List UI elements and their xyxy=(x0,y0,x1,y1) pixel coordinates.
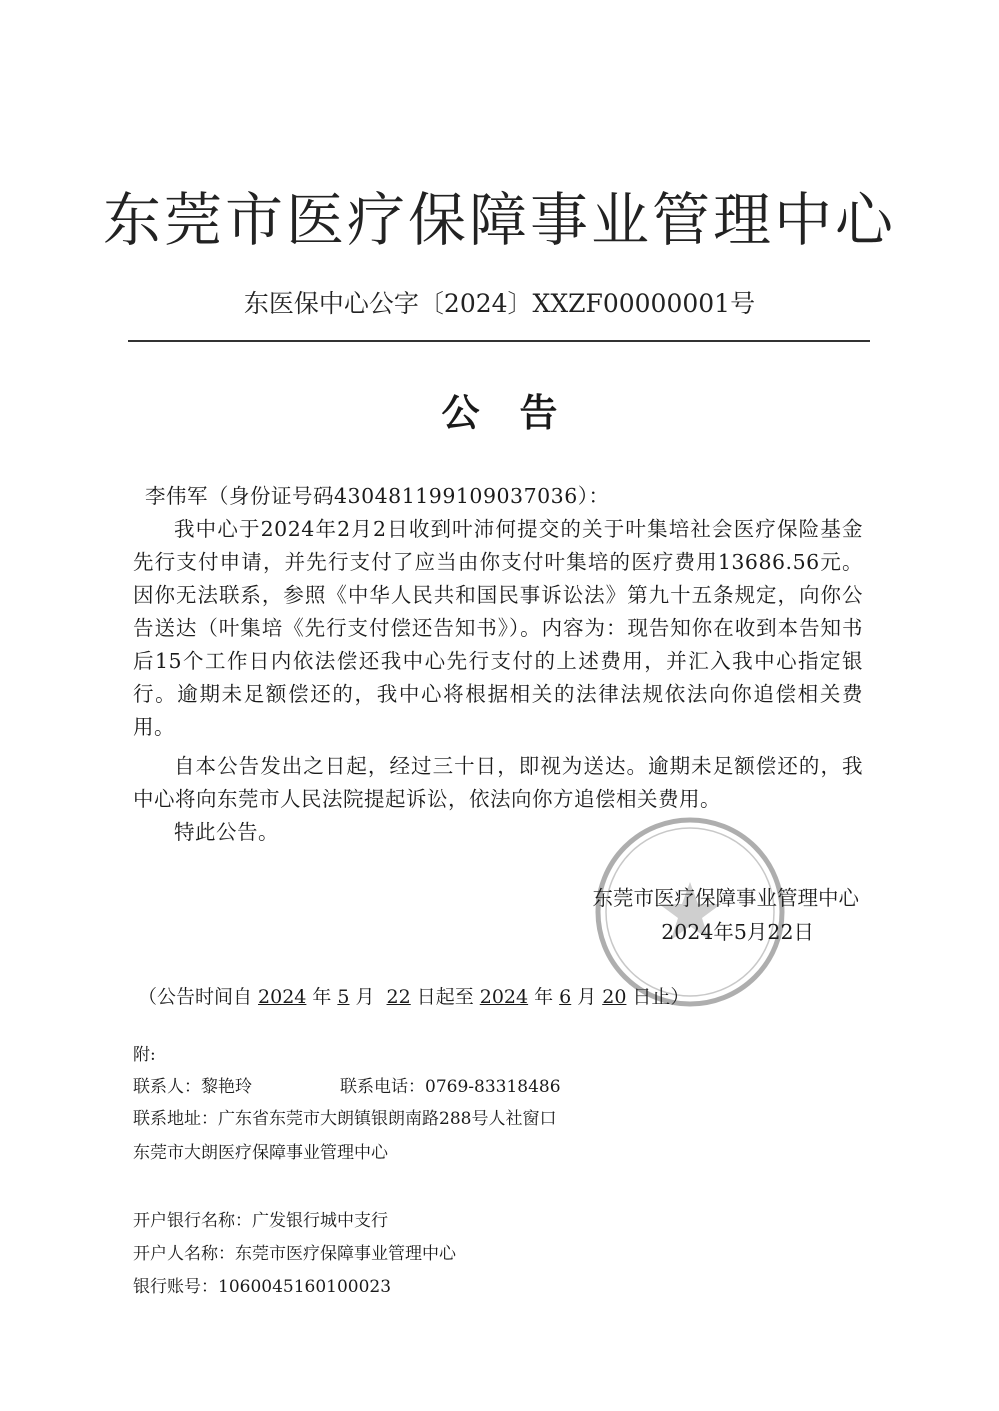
period-start-day: 22 xyxy=(386,986,411,1008)
period-year-unit-2: 年 xyxy=(534,986,554,1008)
period-start-year: 2024 xyxy=(258,986,307,1008)
document-number: 东医保中心公字〔2024〕XXZF00000001号 xyxy=(243,289,756,318)
period-month-unit: 月 xyxy=(355,986,375,1008)
period-year-unit: 年 xyxy=(312,986,332,1008)
period-suffix: 日止） xyxy=(632,986,690,1008)
account-name: 开户人名称：东莞市医疗保障事业管理中心 xyxy=(133,1244,456,1264)
office-name: 东莞市大朗医疗保障事业管理中心 xyxy=(133,1143,388,1163)
account-number: 银行账号：1060045160100023 xyxy=(133,1277,392,1297)
contact-person: 联系人：黎艳玲 xyxy=(133,1077,252,1097)
notice-paragraph-2: 自本公告发出之日起，经过三十日，即视为送达。逾期未足额偿还的，我中心将向东莞市人民法院提起诉讼，依法向你方追偿相关费用。 xyxy=(133,754,863,811)
notice-period xyxy=(138,982,689,1012)
notice-paragraph-1: 我中心于2024年2月2日收到叶沛何提交的关于叶集培社会医疗保险基金先行支付申请，并先行支付了应当由你支付叶集培的医疗费用13686.56元。因你无法联系，参照《中华人民共和国民事诉讼法》第九十五条规定，向你公告送达（叶集培《先行支付偿还告知书》）。内容为：现告知你在收到本告知书后15个工作日内依法偿还我中心先行支付的上述费用，并汇入我中心指定银行。逾期未足额偿还的，我中心将根据相关的法律法规依法向你追偿相关费用。 xyxy=(133,517,863,739)
appendix-label: 附: xyxy=(133,1045,156,1065)
period-end-year: 2024 xyxy=(479,986,529,1008)
org-title: 东莞市医疗保障事业管理中心 xyxy=(102,186,896,254)
signature-org: 东莞市医疗保障事业管理中心 xyxy=(592,886,859,910)
signature-date: 2024年5月22日 xyxy=(661,920,814,944)
period-month-unit-2: 月 xyxy=(577,986,597,1008)
header-divider xyxy=(128,340,870,342)
period-prefix: （公告时间自 xyxy=(138,986,253,1008)
notice-closing: 特此公告。 xyxy=(174,820,279,844)
notice-title: 公告 xyxy=(441,390,598,435)
period-end-month: 6 xyxy=(559,986,572,1008)
period-end-day: 20 xyxy=(602,986,627,1008)
period-start-month: 5 xyxy=(337,986,350,1008)
addressee: 李伟军（身份证号码430481199109037036）： xyxy=(145,484,610,508)
period-mid: 日起至 xyxy=(416,986,474,1008)
bank-name: 开户银行名称：广发银行城中支行 xyxy=(133,1211,388,1231)
contact-phone: 联系电话：0769-83318486 xyxy=(340,1077,561,1097)
contact-address: 联系地址：广东省东莞市大朗镇银朗南路288号人社窗口 xyxy=(133,1109,557,1129)
